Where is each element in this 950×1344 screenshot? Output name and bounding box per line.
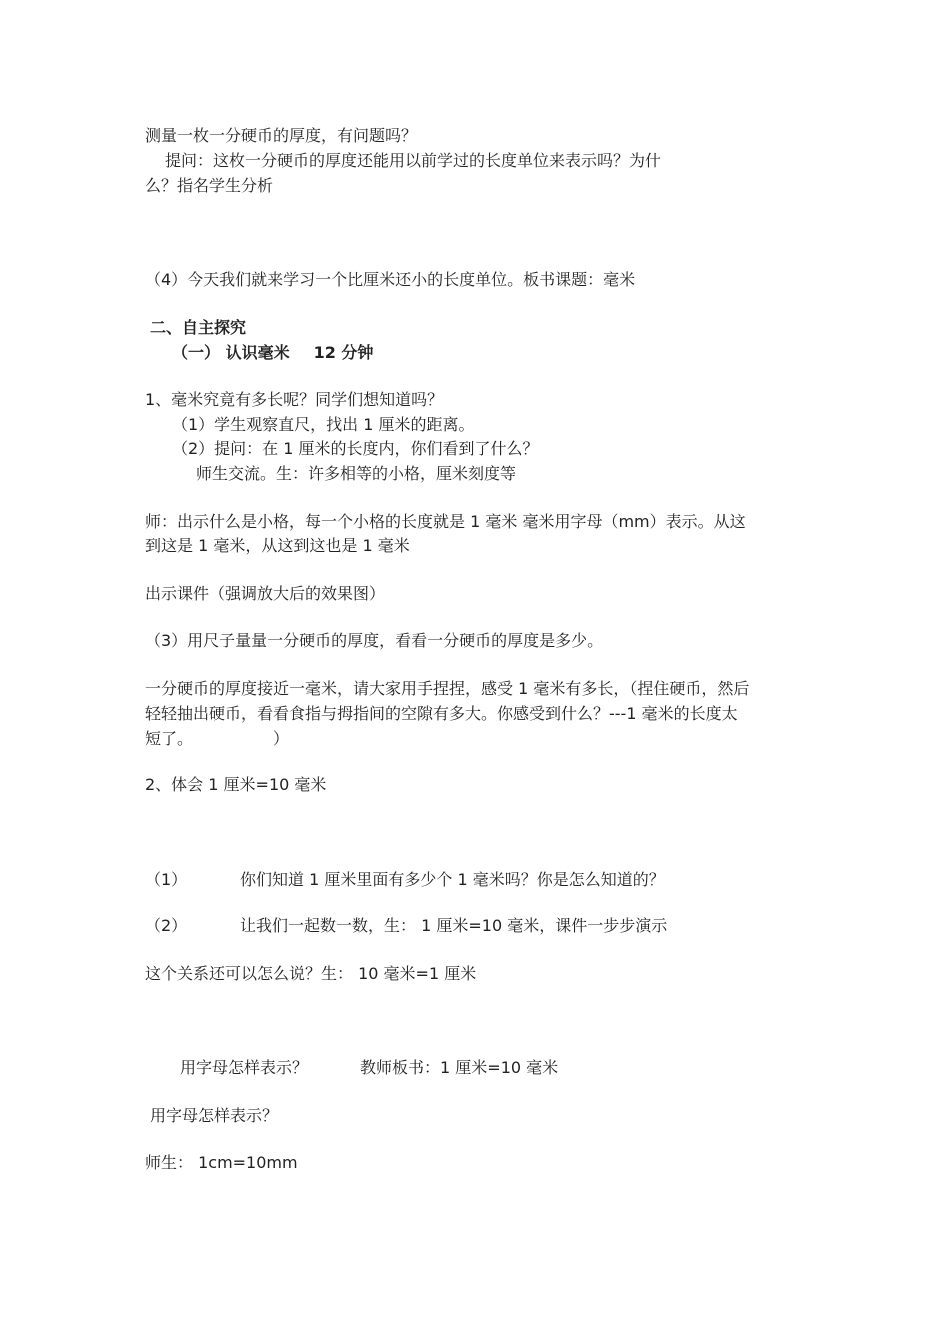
- teacher-student-answer: 师生： 1cm=10mm: [145, 1153, 298, 1172]
- letter-question: 用字母怎样表示？: [180, 1058, 309, 1077]
- question-2-step-1: [145, 869, 665, 891]
- measure-coin-step: （3）用尺子量量一分硬币的厚度，看看一分硬币的厚度是多少。: [145, 631, 604, 650]
- question-1-discussion: 师生交流。生：许多相等的小格，厘米刻度等: [196, 464, 517, 483]
- letter-question-board: [180, 1057, 558, 1079]
- paragraph-coin-question: 测量一枚一分硬币的厚度，有问题吗？: [145, 126, 418, 145]
- feel-mm-line2: 轻轻抽出硬币，看看食指与拇指间的空隙有多大。你感受到什么？---1 毫米的长度太: [145, 704, 738, 723]
- step-text: 让我们一起数一数，生： 1 厘米=10 毫米，课件一步步演示: [240, 916, 668, 935]
- question-2: 2、体会 1 厘米=10 毫米: [145, 775, 327, 794]
- subsection-title: （一） 认识毫米: [172, 343, 290, 362]
- section-heading-exploration: 二、自主探究: [150, 318, 247, 337]
- feel-mm-text: 短了。: [145, 729, 194, 748]
- step-number: （2）: [145, 916, 188, 935]
- question-1: 1、毫米究竟有多长呢？同学们想知道吗？: [145, 390, 444, 409]
- feel-mm-line1: 一分硬币的厚度接近一毫米，请大家用手捏捏，感受 1 毫米有多长，（捏住硬币，然后: [145, 679, 750, 698]
- step-number: （1）: [145, 870, 188, 889]
- question-2-step-2: [145, 915, 667, 937]
- feel-mm-line3: [145, 728, 289, 750]
- subsection-heading-know-mm: [172, 342, 373, 364]
- paragraph-ask-unit-line1: 提问：这枚一分硬币的厚度还能用以前学过的长度单位来表示吗？为什: [165, 151, 662, 170]
- feel-mm-close-paren: ）: [273, 729, 290, 748]
- question-1-step-1: （1）学生观察直尺，找出 1 厘米的距离。: [172, 415, 475, 434]
- board-writing: 教师板书：1 厘米=10 毫米: [360, 1058, 559, 1077]
- paragraph-lesson-topic: （4）今天我们就来学习一个比厘米还小的长度单位。板书课题：毫米: [145, 270, 636, 289]
- teacher-explain-line1: 师：出示什么是小格，每一个小格的长度就是 1 毫米 毫米用字母（mm）表示。从这: [145, 512, 746, 531]
- subsection-duration: 12 分钟: [313, 343, 374, 362]
- question-1-step-2: （2）提问：在 1 厘米的长度内，你们看到了什么？: [172, 439, 539, 458]
- show-courseware: 出示课件（强调放大后的效果图）: [145, 584, 386, 603]
- letter-question-repeat: 用字母怎样表示？: [150, 1106, 279, 1125]
- paragraph-ask-unit-line2: 么？指名学生分析: [145, 176, 274, 195]
- step-text: 你们知道 1 厘米里面有多少个 1 毫米吗？你是怎么知道的？: [240, 870, 665, 889]
- relation-restatement: 这个关系还可以怎么说？生： 10 毫米=1 厘米: [145, 964, 477, 983]
- teacher-explain-line2: 到这是 1 毫米，从这到这也是 1 毫米: [145, 536, 410, 555]
